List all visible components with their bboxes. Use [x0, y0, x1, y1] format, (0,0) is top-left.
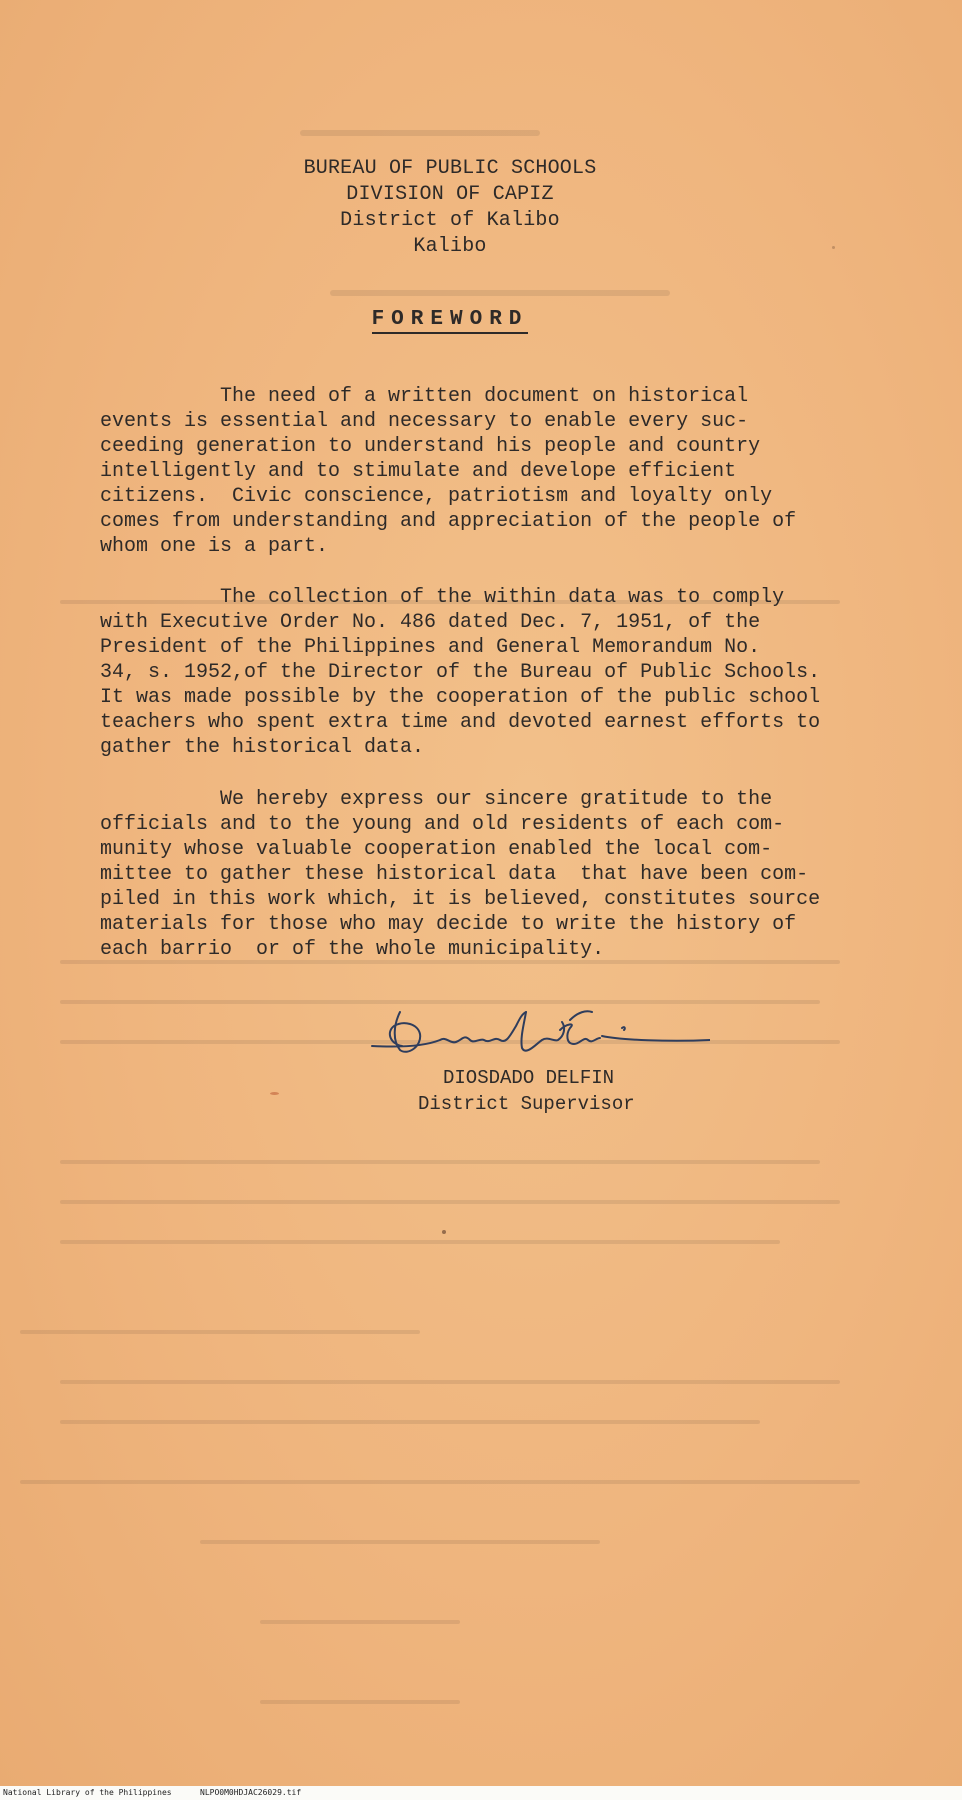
paragraph-line: gather the historical data.	[100, 736, 425, 759]
archive-footer	[0, 1786, 962, 1800]
handwritten-signature	[370, 1000, 710, 1070]
paragraph-line: 34, s. 1952,of the Director of the Bureau of Public Schools.	[100, 661, 821, 684]
paragraph-line: President of the Philippines and General Memorandum No.	[100, 636, 761, 659]
paragraph-3	[100, 787, 860, 962]
paragraph-line: The need of a written document on historical	[100, 385, 749, 408]
paragraph-line: It was made possible by the cooperation of the public school	[100, 686, 821, 709]
paragraph-line: intelligently and to stimulate and develope efficient	[100, 460, 737, 483]
document-title-text: FOREWORD	[372, 308, 529, 334]
document-title	[300, 308, 600, 331]
paragraph-1	[100, 384, 860, 559]
paragraph-line: officials and to the young and old residents of each com-	[100, 813, 785, 836]
paper-speck	[832, 246, 835, 249]
paragraph-line: teachers who spent extra time and devoted earnest efforts to	[100, 711, 821, 734]
letterhead-bureau: BUREAU OF PUBLIC SCHOOLS	[303, 157, 597, 180]
paragraph-line: with Executive Order No. 486 dated Dec. 7, 1951, of the	[100, 611, 761, 634]
letterhead-division: DIVISION OF CAPIZ	[346, 183, 554, 206]
footer-library: National Library of the Philippines	[3, 1788, 172, 1797]
paragraph-line: materials for those who may decide to write the history of	[100, 913, 797, 936]
footer-filename: NLPO0M0HDJAC26029.tif	[200, 1788, 302, 1797]
paragraph-line: citizens. Civic conscience, patriotism and loyalty only	[100, 485, 773, 508]
signatory-name: DIOSDADO DELFIN	[443, 1067, 615, 1089]
paragraph-line: ceeding generation to understand his people and country	[100, 435, 761, 458]
letterhead	[240, 156, 660, 260]
paragraph-line: piled in this work which, it is believed, constitutes source	[100, 888, 821, 911]
paper-speck	[270, 1092, 279, 1095]
paragraph-line: whom one is a part.	[100, 535, 329, 558]
letterhead-town: Kalibo	[413, 235, 487, 258]
paragraph-2	[100, 585, 860, 760]
paragraph-line: comes from understanding and appreciation of the people of	[100, 510, 797, 533]
paragraph-line: The collection of the within data was to comply	[100, 586, 785, 609]
paper-speck	[442, 1230, 446, 1234]
paragraph-line: mittee to gather these historical data that have been com-	[100, 863, 809, 886]
paragraph-line: munity whose valuable cooperation enabled the local com-	[100, 838, 773, 861]
signatory-title: District Supervisor	[418, 1093, 635, 1115]
paragraph-line: events is essential and necessary to enable every suc-	[100, 410, 749, 433]
letterhead-district: District of Kalibo	[340, 209, 560, 232]
paragraph-line: each barrio or of the whole municipality.	[100, 938, 605, 961]
paragraph-line: We hereby express our sincere gratitude to the	[100, 788, 773, 811]
